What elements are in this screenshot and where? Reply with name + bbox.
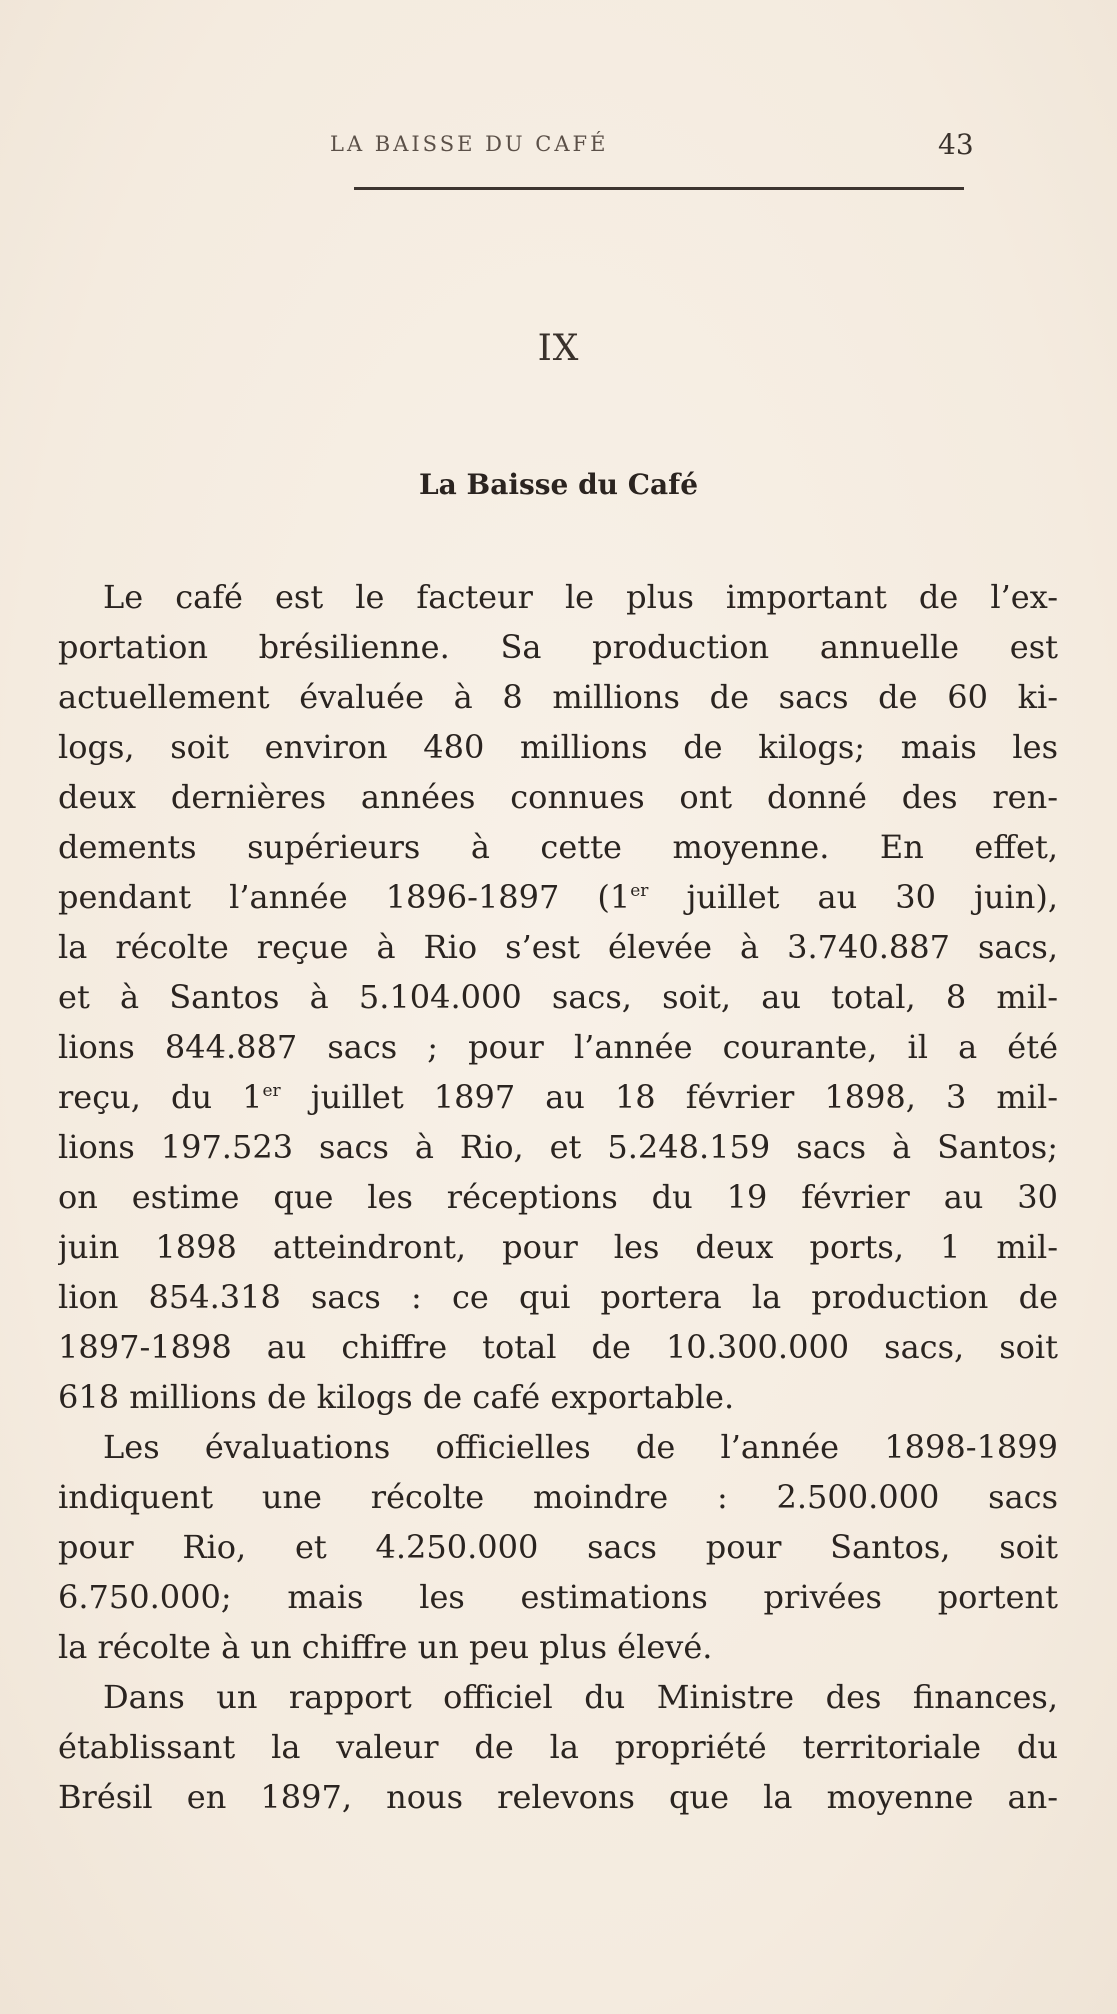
text-line: Le café est le facteur le plus important de l’ex- [103, 578, 1058, 616]
text-line: établissant la valeur de la propriété territoriale du [58, 1728, 1058, 1766]
chapter-title: La Baisse du Café [418, 468, 699, 501]
text-line: logs, soit environ 480 millions de kilogs; mais les [58, 728, 1058, 766]
running-title: LA BAISSE DU CAFÉ [330, 132, 609, 156]
text-line: indiquent une récolte moindre : 2.500.000 sacs [58, 1478, 1058, 1516]
text-line: on estime que les réceptions du 19 février au 30 [58, 1178, 1058, 1216]
running-header [0, 128, 1117, 172]
text-fragment: juillet au 30 juin), [648, 878, 1058, 916]
superscript: er [262, 1081, 281, 1101]
page-number: 43 [938, 128, 974, 161]
text-line: la récolte reçue à Rio s’est élevée à 3.740.887 sacs, [58, 928, 1058, 966]
text-line: deux dernières années connues ont donné des ren- [58, 778, 1058, 816]
body-text [58, 572, 1058, 1822]
text-line [58, 1072, 1058, 1122]
text-line: 1897-1898 au chiffre total de 10.300.000 sacs, soit [58, 1328, 1058, 1366]
superscript: er [630, 881, 649, 901]
text-fragment: reçu, du 1 [58, 1078, 263, 1116]
text-line: actuellement évaluée à 8 millions de sacs de 60 ki- [58, 678, 1058, 716]
text-line: lion 854.318 sacs : ce qui portera la production de [58, 1278, 1058, 1316]
text-line: et à Santos à 5.104.000 sacs, soit, au total, 8 mil- [58, 978, 1058, 1016]
text-line: pour Rio, et 4.250.000 sacs pour Santos, soit [58, 1528, 1058, 1566]
text-line: Brésil en 1897, nous relevons que la moyenne an- [58, 1778, 1058, 1816]
text-line: Les évaluations officielles de l’année 1898-1899 [103, 1428, 1058, 1466]
text-line: portation brésilienne. Sa production annuelle est [58, 628, 1058, 666]
text-line: la récolte à un chiffre un peu plus élevé. [58, 1628, 713, 1666]
text-line: dements supérieurs à cette moyenne. En effet, [58, 828, 1058, 866]
text-line: lions 197.523 sacs à Rio, et 5.248.159 sacs à Santos; [58, 1128, 1058, 1166]
text-line: 618 millions de kilogs de café exportable. [58, 1378, 735, 1416]
text-line: Dans un rapport officiel du Ministre des finances, [103, 1678, 1058, 1716]
text-line: 6.750.000; mais les estimations privées portent [58, 1578, 1058, 1616]
text-line [58, 872, 1058, 922]
header-rule [354, 187, 964, 190]
text-fragment: pendant l’année 1896-1897 (1 [58, 878, 631, 916]
text-line: juin 1898 atteindront, pour les deux ports, 1 mil- [58, 1228, 1058, 1266]
chapter-number: IX [537, 328, 580, 369]
text-line: lions 844.887 sacs ; pour l’année courante, il a été [58, 1028, 1058, 1066]
text-fragment: juillet 1897 au 18 février 1898, 3 mil- [280, 1078, 1058, 1116]
